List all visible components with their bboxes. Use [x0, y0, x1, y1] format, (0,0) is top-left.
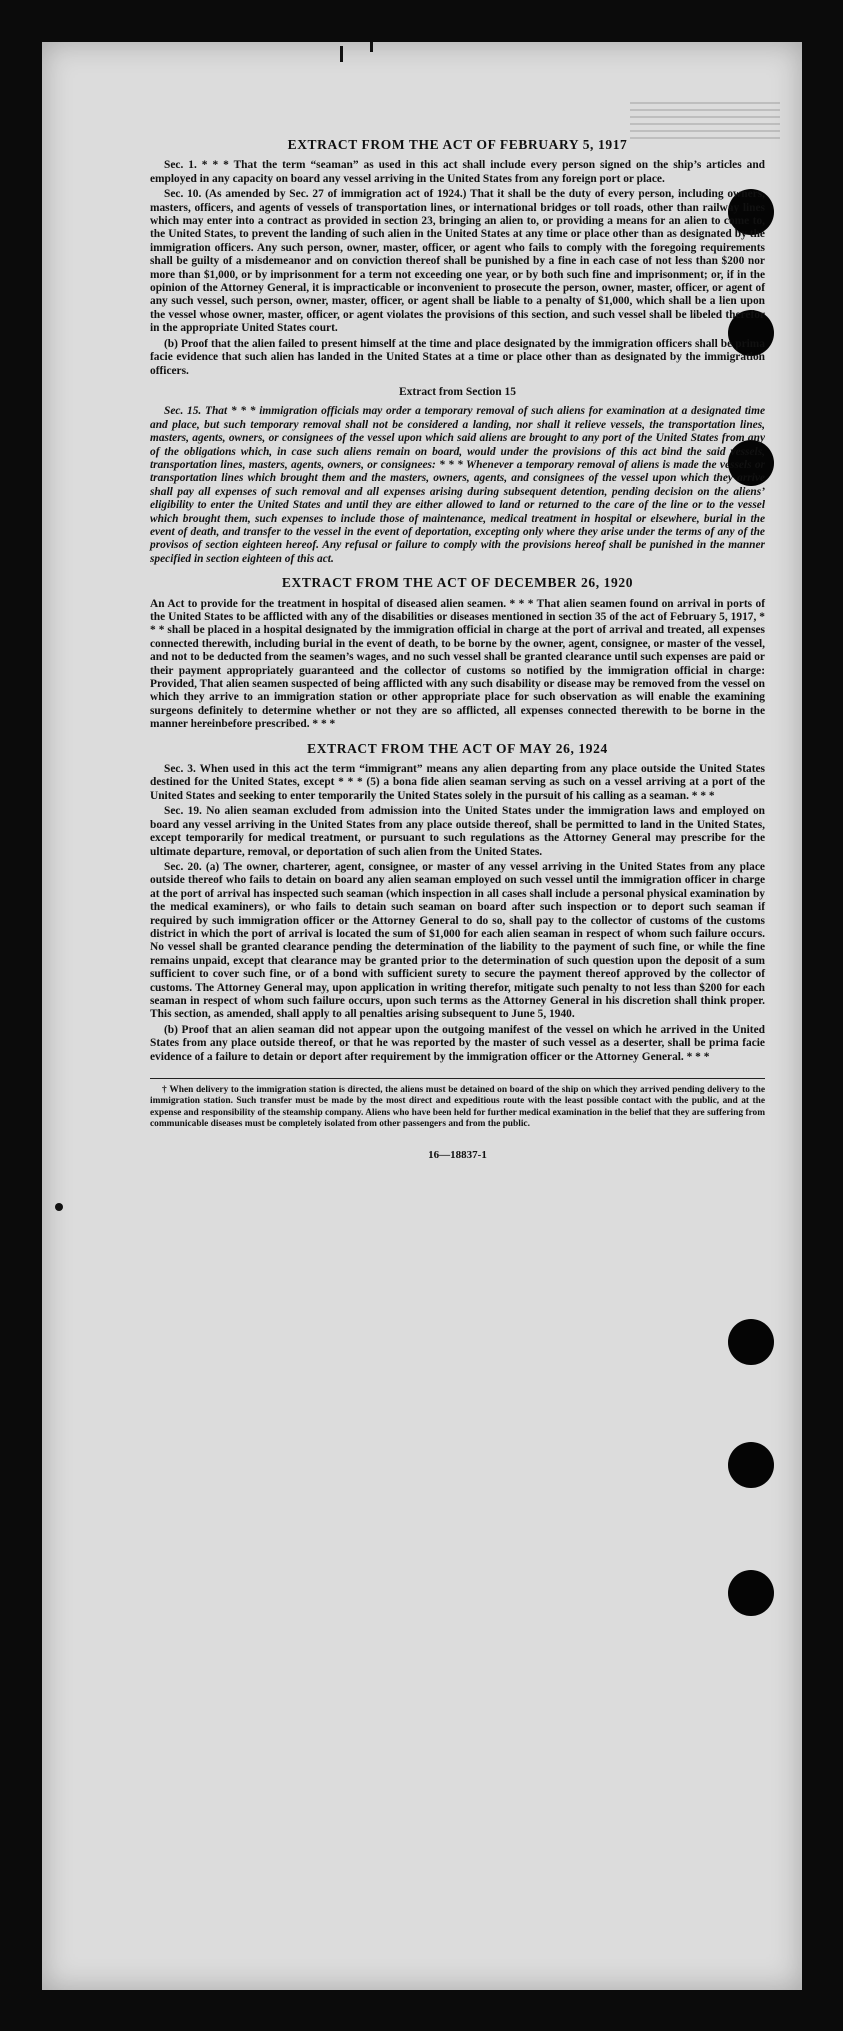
staple-mark	[340, 46, 343, 62]
paragraph-sec-1: Sec. 1. * * * That the term “seaman” as used in this act shall include every person signed on the ship’s articles and employed in any capacity on board any vessel arriving in the United States from any foreign port or place.	[150, 159, 765, 185]
heading-act-1917: EXTRACT FROM THE ACT OF FEBRUARY 5, 1917	[287, 137, 628, 152]
document-page	[42, 42, 802, 1990]
paragraph-sec-19: Sec. 19. No alien seaman excluded from admission into the United States under the immigration laws and employed on board any vessel arriving in the United States from any place outside thereof, shall be permitted to land in the United States, except temporarily for medical treatment, or pursuant to such regulations as the Attorney General may prescribe for the ultimate departure, removal, or deportation of such alien from the United States.	[150, 805, 765, 858]
document-body	[150, 128, 765, 1162]
heading-act-1924: EXTRACT FROM THE ACT OF MAY 26, 1924	[307, 740, 608, 756]
paragraph-sec-20: Sec. 20. (a) The owner, charterer, agent, consignee, or master of any vessel arriving in the United States from any place outside thereof who fails to detain on board any alien seaman employed on such vessel until the immigration officer in charge at the port of arrival has inspected such seaman (which inspection in all cases shall include a personal physical examination by the medical examiners), or who fails to detain such seaman on board after such inspection or to deport such seaman if required by such immigration officer or the Attorney General to do so, shall pay to the collector of customs of the customs district in which the port of arrival is located the sum of $1,000 for each alien seaman in respect of whom such failure occurs. No vessel shall be granted clearance pending the determination of the liability to the payment of such fine, or while the fine remains unpaid, except that clearance may be granted prior to the determination of such question upon the deposit of a sum sufficient to cover such fine, or of a bond with sufficient surety to secure the payment thereof approved by the collector of customs. The Attorney General may, upon application in writing therefor, mitigate such penalty to not less than $200 for each seaman in respect of whom such failure occurs, upon such terms as the Attorney General in his discretion shall think proper. This section, as amended, shall apply to all penalties arising subsequent to June 5, 1940.	[150, 860, 765, 1021]
paragraph-sec-15: Sec. 15. That * * * immigration officials may order a temporary removal of such aliens for examination at a designated time and place, but such temporary removal shall not be considered a landing, nor shall it relieve vessels, the transportation lines, masters, agents, owners, or consignees of the vessel upon which said aliens are brought to any port of the United States from any of the obligations which, in case such aliens remain on board, would under the provisions of this act bind the said vessels, transportation lines, masters, agents, owners, or consignees: * * * Whenever a temporary removal of aliens is made the vessels or transportation lines which brought them and the masters, owners, agents, and consignees of the vessel upon which they arrive shall pay all expenses of such removal and all expenses arising during subsequent detention, pending decision on the aliens’ eligibility to enter the United States and until they are either allowed to land or returned to the care of the line or to the vessel which brought them, such expenses to include those of maintenance, medical treatment in hospital or elsewhere, burial in the event of death, and transfer to the vessel in the event of deportation, excepting only where they arise under the terms of any of the provisos of section eighteen hereof. Any refusal or failure to comply with the provisions hereof shall be punished in the manner specified in section eighteen of this act.	[150, 405, 765, 565]
paragraph-sec-10: Sec. 10. (As amended by Sec. 27 of immigration act of 1924.) That it shall be the duty of every person, including owners, masters, officers, and agents of vessels of transportation lines, or international bridges or toll roads, other than railway lines which may enter into a contract as provided in section 23, bringing an alien to, or providing a means for an alien to come to, the United States, to prevent the landing of such alien in the United States at any time or place other than as designated by the immigration officers. Any such person, owner, master, officer, or agent who fails to comply with the foregoing requirements shall be guilty of a misdemeanor and on conviction thereof shall be punished by a fine in each case of not less than $200 nor more than $1,000, or by imprisonment for a term not exceeding one year, or by both such fine and imprisonment; or, if in the opinion of the Attorney General, it is impracticable or inconvenient to prosecute the person, owner, master, officer, or agent of any such vessel, such person, owner, master, officer, or agent shall be liable to a penalty of $1,000, which shall be a lien upon the vessel whose owner, master, officer, or agent violates the provisions of this section, and such vessel shall be libeled therefor in the appropriate United States court.	[150, 188, 765, 335]
edge-dot	[55, 1203, 63, 1211]
footnote	[150, 1078, 765, 1131]
punch-hole	[728, 1442, 774, 1488]
paragraph-sec-3: Sec. 3. When used in this act the term “immigrant” means any alien departing from any place outside the United States destined for the United States, except * * * (5) a bona fide alien seaman serving as such on a vessel arriving at a port of the United States and seeking to enter temporarily the United States solely in the pursuit of his calling as a seaman. * * *	[150, 763, 765, 802]
staple-mark	[370, 42, 373, 52]
form-number: 16—18837-1	[428, 1148, 487, 1161]
punch-hole	[728, 1570, 774, 1616]
punch-hole	[728, 1319, 774, 1365]
footnote-text: † When delivery to the immigration station is directed, the aliens must be detained on board of the ship on which they arrived pending delivery to the immigration station. Such transfer must be made by the most direct and expeditious route with the least possible contact with the public, and at the expense and responsibility of the steamship company. Aliens who have been held for further medical examination in the belief that they are suffering from communicable diseases must be completely isolated from other passengers and from the public.	[150, 1085, 765, 1130]
paragraph-sec-20-b: (b) Proof that an alien seaman did not appear upon the outgoing manifest of the vessel on which he arrived in the United States from any place outside thereof, or that he was reported by the master of such vessel as a deserter, shall be prima facie evidence of a failure to detain or deport after requirement by the immigration officer or the Attorney General. * * *	[150, 1023, 765, 1063]
heading-section-15: Extract from Section 15	[399, 385, 516, 398]
heading-act-1920: EXTRACT FROM THE ACT OF DECEMBER 26, 1920	[281, 575, 634, 591]
paragraph-act-1920: An Act to provide for the treatment in hospital of diseased alien seamen. * * * That alien seamen found on arrival in ports of the United States to be afflicted with any of the disabilities or diseases mentioned in section 35 of the act of February 5, 1917, * * * shall be placed in a hospital designated by the immigration official in charge at the port of arrival and treated, all expenses connected therewith, including burial in the event of death, to be borne by the owner, agent, consignee, or master of the vessel, and not to be deducted from the seamen’s wages, and no such vessel shall be granted clearance until such expenses are paid or their payment appropriately guaranteed and the collector of customs so notified by the immigration official in charge: Provided, That alien seamen suspected of being afflicted with any such disability or disease may be removed from the vessel on which they arrive to an immigration station or other appropriate place for such observation as will enable the examining surgeons definitely to determine whether or not they are so afflicted, all expenses connected therewith to be borne in the manner hereinbefore prescribed. * * *	[150, 597, 765, 731]
paragraph-sec-10-b: (b) Proof that the alien failed to present himself at the time and place designated by the immigration officers shall be prima facie evidence that such alien has landed in the United States at a time or place other than as designated by the immigration officers.	[150, 337, 765, 377]
